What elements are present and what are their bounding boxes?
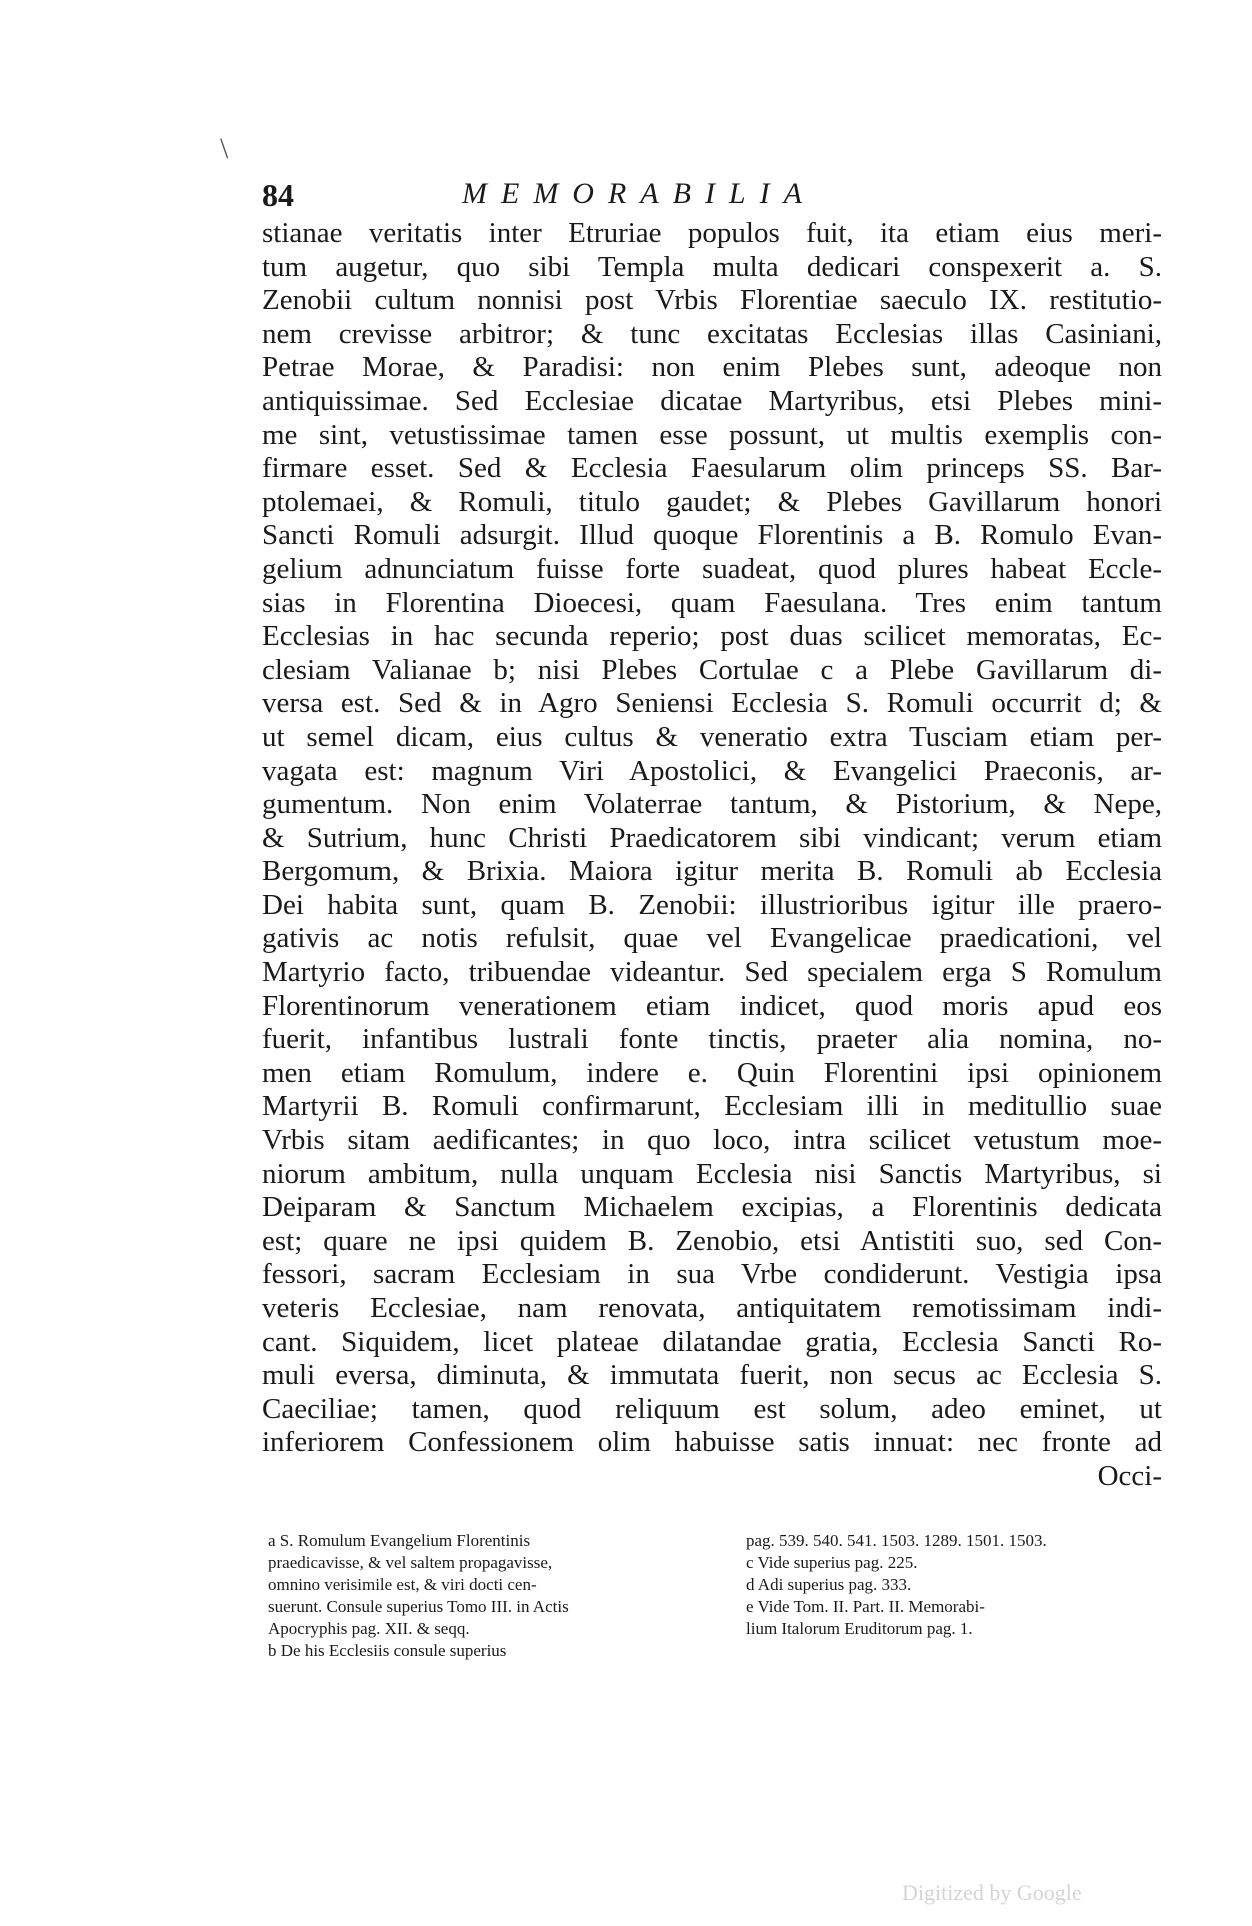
text-line: cant. Siquidem, licet plateae dilatandae gratia, Ecclesia Sancti Ro- [262, 1325, 1162, 1358]
footnote-line: Apocryphis pag. XII. & seqq. [268, 1619, 470, 1638]
text-line: & Sutrium, hunc Christi Praedicatorem sibi vindicant; verum etiam [262, 821, 1162, 854]
page-header [262, 177, 1162, 217]
footnote-line: omnino verisimile est, & viri docti cen- [268, 1575, 537, 1594]
text-line: gativis ac notis refulsit, quae vel Evangelicae praedicationi, vel [262, 922, 1162, 955]
text-line: Sancti Romuli adsurgit. Illud quoque Florentinis a B. Romulo Evan- [262, 519, 1162, 552]
text-line: stianae veritatis inter Etruriae populos fuit, ita etiam eius meri- [262, 217, 1162, 249]
text-line: antiquissimae. Sed Ecclesiae dicatae Martyribus, etsi Plebes mini- [262, 384, 1162, 417]
text-line: sias in Florentina Dioecesi, quam Faesulana. Tres enim tantum [262, 586, 1162, 619]
text-line: gelium adnunciatum fuisse forte suadeat, quod plures habeat Eccle- [262, 552, 1162, 585]
text-line: Ecclesias in hac secunda reperio; post duas scilicet memoratas, Ec- [262, 620, 1162, 653]
footnote-line: lium Italorum Eruditorum pag. 1. [746, 1619, 973, 1638]
footnote-line: d Adi superius pag. 333. [746, 1575, 912, 1594]
margin-mark: \ [220, 132, 229, 165]
text-line: nem crevisse arbitror; & tunc excitatas Ecclesias illas Casiniani, [262, 317, 1162, 350]
page-number: 84 [262, 177, 294, 213]
watermark: Digitized by Google [902, 1880, 1082, 1905]
text-line: Florentinorum venerationem etiam indicet, quod moris apud eos [262, 989, 1162, 1022]
text-line: Deiparam & Sanctum Michaelem excipias, a Florentinis dedicata [262, 1191, 1162, 1224]
catchword: Occi- [1097, 1459, 1162, 1492]
text-line: veteris Ecclesiae, nam renovata, antiquitatem remotissimam indi- [262, 1292, 1162, 1324]
footnote-line: suerunt. Consule superius Tomo III. in Actis [268, 1597, 569, 1616]
text-line: muli eversa, diminuta, & immutata fuerit, non secus ac Ecclesia S. [262, 1359, 1162, 1392]
footnote-line: c Vide superius pag. 225. [746, 1553, 918, 1572]
text-line: Zenobii cultum nonnisi post Vrbis Florentiae saeculo IX. restitutio- [262, 284, 1162, 317]
footnote-line: e Vide Tom. II. Part. II. Memorabi- [746, 1597, 985, 1616]
footnote-line: pag. 539. 540. 541. 1503. 1289. 1501. 1503. [746, 1531, 1047, 1550]
text-line: men etiam Romulum, indere e. Quin Florentini ipsi opinionem [262, 1056, 1162, 1089]
text-line: tum augetur, quo sibi Templa multa dedicari conspexerit a. S. [262, 250, 1162, 283]
text-line: est; quare ne ipsi quidem B. Zenobio, etsi Antistiti suo, sed Con- [262, 1224, 1162, 1257]
text-line: ut semel dicam, eius cultus & veneratio extra Tusciam etiam per- [262, 720, 1162, 753]
text-line: Vrbis sitam aedificantes; in quo loco, intra scilicet vetustum moe- [262, 1124, 1162, 1157]
text-line: Caeciliae; tamen, quod reliquum est solum, adeo eminet, ut [262, 1392, 1162, 1425]
text-line: vagata est: magnum Viri Apostolici, & Evangelici Praeconis, ar- [262, 754, 1162, 787]
text-line: niorum ambitum, nulla unquam Ecclesia nisi Sanctis Martyribus, si [262, 1157, 1162, 1190]
text-line: inferiorem Confessionem olim habuisse satis innuat: nec fronte ad [262, 1426, 1162, 1459]
text-line: clesiam Valianae b; nisi Plebes Cortulae c a Plebe Gavillarum di- [262, 653, 1162, 686]
text-line: firmare esset. Sed & Ecclesia Faesularum olim princeps SS. Bar- [262, 452, 1162, 485]
running-title: MEMORABILIA [462, 177, 816, 210]
footnotes-right [746, 1530, 1186, 1640]
main-text [262, 217, 1162, 1494]
text-line: Petrae Morae, & Paradisi: non enim Plebes sunt, adeoque non [262, 351, 1162, 384]
footnote-line: praedicavisse, & vel saltem propagavisse, [268, 1553, 553, 1572]
text-line: Dei habita sunt, quam B. Zenobii: illustrioribus igitur ille praero- [262, 888, 1162, 921]
footnote-line: b De his Ecclesiis consule superius [268, 1641, 507, 1660]
text-line: Bergomum, & Brixia. Maiora igitur merita B. Romuli ab Ecclesia [262, 855, 1162, 888]
text-line: versa est. Sed & in Agro Seniensi Ecclesia S. Romuli occurrit d; & [262, 687, 1162, 720]
text-line: me sint, vetustissimae tamen esse possunt, ut multis exemplis con- [262, 418, 1162, 451]
text-line: ptolemaei, & Romuli, titulo gaudet; & Plebes Gavillarum honori [262, 485, 1162, 518]
footnotes-left [268, 1530, 723, 1662]
footnote-line: a S. Romulum Evangelium Florentinis [268, 1531, 531, 1550]
text-line: fessori, sacram Ecclesiam in sua Vrbe condiderunt. Vestigia ipsa [262, 1258, 1162, 1291]
text-line: fuerit, infantibus lustrali fonte tinctis, praeter alia nomina, no- [262, 1023, 1162, 1056]
text-line: Martyrii B. Romuli confirmarunt, Ecclesiam illi in meditullio suae [262, 1090, 1162, 1123]
text-line: gumentum. Non enim Volaterrae tantum, & Pistorium, & Nepe, [262, 788, 1162, 821]
text-line: Martyrio facto, tribuendae videantur. Sed specialem erga S Romulum [262, 956, 1162, 989]
